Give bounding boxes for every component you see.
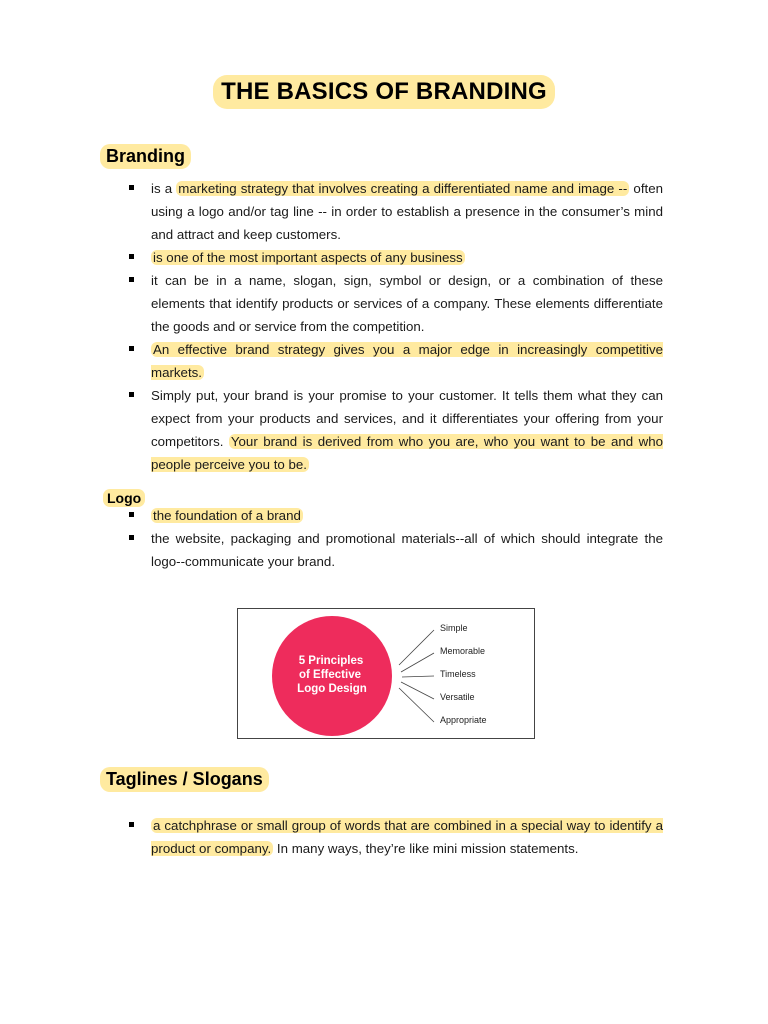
principle-label: Versatile xyxy=(440,692,475,702)
bullet-text: it can be in a name, slogan, sign, symbol or design, or a combination of these elements that identify products or services of a company. These elements differentiate the goods and or service from the competition. xyxy=(151,273,663,334)
principles-diagram xyxy=(238,609,534,738)
page-title: THE BASICS OF BRANDING xyxy=(213,75,555,109)
circle-label-line: 5 Principles xyxy=(298,655,364,667)
highlighted-text: marketing strategy that involves creating a differentiated name and image -- xyxy=(178,181,628,196)
principle-label: Memorable xyxy=(440,646,486,656)
highlighted-text: a catchphrase or small group of words that are combined in a special way to identify a product or company. xyxy=(151,818,663,856)
principle-label: Simple xyxy=(440,623,468,633)
highlighted-text: An effective brand strategy gives you a major edge in increasingly competitive markets. xyxy=(151,342,663,380)
logo-principles-figure xyxy=(237,608,535,739)
bullet-text: often using a logo and/or tag line -- in order to establish a presence in the consumer’s mind and attract and keep customers. xyxy=(151,181,663,242)
list-item xyxy=(128,504,663,527)
bullet-text: is a xyxy=(151,181,177,196)
list-item xyxy=(128,246,663,269)
list-item xyxy=(128,177,663,246)
taglines-heading: Taglines / Slogans xyxy=(100,767,269,792)
branding-list xyxy=(128,177,663,476)
title-container xyxy=(0,75,768,109)
connector-line xyxy=(402,676,434,677)
highlighted-text: the foundation of a brand xyxy=(153,508,301,523)
circle-label-line: Logo Design xyxy=(297,683,367,695)
list-item xyxy=(128,338,663,384)
circle-label-line: of Effective xyxy=(299,669,361,681)
list-item xyxy=(128,527,663,573)
list-item xyxy=(128,269,663,338)
connector-line xyxy=(399,630,434,665)
bullet-text: Simply put, your brand is your promise to your customer. It tells them what they can expect from your products and services, and it differentiates your offering from your competitors. xyxy=(151,388,663,449)
logo-list xyxy=(128,504,663,573)
branding-heading: Branding xyxy=(100,144,191,169)
principle-label: Appropriate xyxy=(440,715,487,725)
list-item xyxy=(128,384,663,476)
list-item xyxy=(128,814,663,860)
principle-label: Timeless xyxy=(440,669,476,679)
taglines-list xyxy=(128,814,663,860)
highlighted-text: Your brand is derived from who you are, who you want to be and who people perceive you to be. xyxy=(151,434,663,472)
connector-line xyxy=(399,688,434,722)
connector-line xyxy=(401,682,434,699)
connector-line xyxy=(401,653,434,672)
bullet-text: In many ways, they’re like mini mission statements. xyxy=(273,841,579,856)
bullet-text: the website, packaging and promotional materials--all of which should integrate the logo--communicate your brand. xyxy=(151,531,663,569)
logo-heading: Logo xyxy=(103,489,145,507)
highlighted-text: is one of the most important aspects of any business xyxy=(153,250,463,265)
